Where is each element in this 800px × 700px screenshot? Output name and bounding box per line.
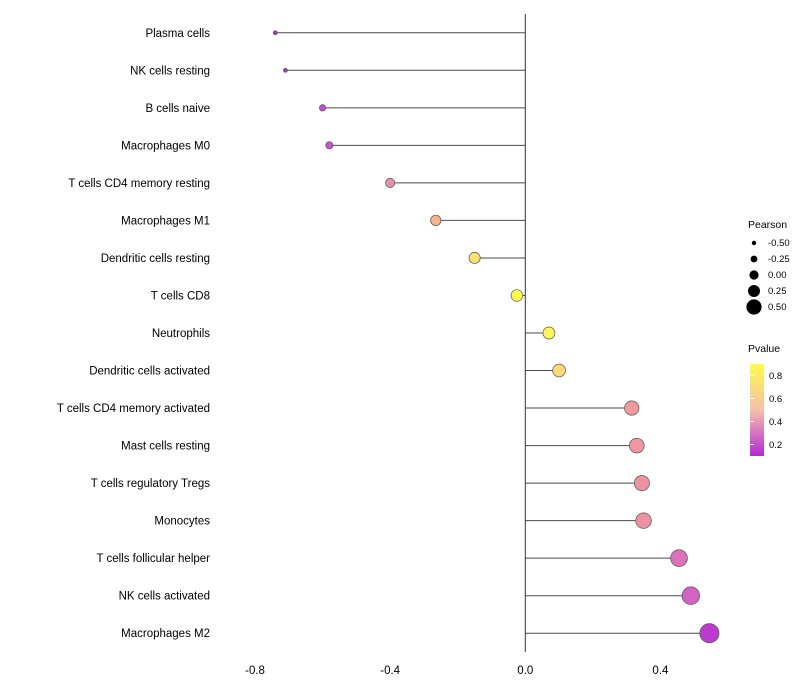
lollipop-point[interactable]: [386, 178, 395, 187]
x-tick-label: 0.0: [517, 665, 534, 677]
chart-row: [96, 550, 687, 567]
size-legend-label: 0.25: [768, 286, 787, 297]
lollipop-point[interactable]: [319, 105, 325, 111]
category-label: NK cells activated: [118, 590, 210, 603]
x-axis: [245, 665, 669, 677]
size-legend-marker: [748, 285, 760, 297]
lollipop-point[interactable]: [283, 68, 287, 72]
color-legend-label: 0.2: [769, 440, 783, 451]
plot-area: [57, 14, 719, 652]
chart-row: [130, 65, 525, 77]
category-label: Macrophages M0: [121, 140, 210, 153]
size-legend-marker: [752, 241, 756, 245]
category-label: NK cells resting: [130, 65, 210, 78]
lollipop-point[interactable]: [469, 252, 480, 263]
size-legend-marker: [749, 270, 758, 279]
chart-row: [101, 252, 526, 265]
chart-row: [152, 327, 555, 340]
chart-row: [119, 587, 700, 605]
x-tick-label: -0.4: [380, 665, 401, 677]
x-tick-label: -0.8: [245, 665, 265, 677]
size-legend-marker: [746, 299, 761, 314]
category-label: Dendritic cells resting: [100, 252, 210, 265]
lollipop-point[interactable]: [431, 215, 441, 225]
lollipop-point[interactable]: [273, 31, 277, 35]
color-legend-label: 0.4: [769, 417, 783, 428]
chart-row: [145, 28, 525, 40]
category-label: Macrophages M1: [121, 215, 210, 228]
lollipop-point[interactable]: [636, 513, 652, 529]
category-label: Monocytes: [154, 515, 210, 528]
chart-row: [57, 401, 639, 415]
lollipop-point[interactable]: [511, 290, 523, 302]
chart-row: [121, 624, 719, 643]
category-label: T cells follicular helper: [96, 553, 210, 566]
color-legend-label: 0.6: [769, 394, 783, 405]
lollipop-point[interactable]: [553, 364, 566, 377]
color-legend-label: 0.8: [769, 371, 783, 382]
lollipop-point[interactable]: [326, 142, 333, 149]
category-label: T cells regulatory Tregs: [90, 478, 210, 491]
chart-row: [145, 103, 525, 115]
chart-row: [68, 178, 525, 190]
size-legend-label: 0.50: [768, 302, 787, 313]
chart-row: [154, 513, 651, 529]
lollipop-point[interactable]: [682, 587, 700, 605]
legend-panel: [746, 219, 789, 456]
category-label: T cells CD4 memory activated: [56, 403, 210, 416]
lollipop-point[interactable]: [625, 401, 639, 415]
category-label: B cells naive: [145, 102, 210, 115]
category-label: T cells CD4 memory resting: [68, 177, 210, 190]
color-legend-gradient-bar: [750, 364, 764, 456]
category-label: Dendritic cells activated: [89, 365, 210, 378]
lollipop-point[interactable]: [671, 550, 688, 567]
lollipop-point[interactable]: [700, 624, 719, 643]
lollipop-point[interactable]: [543, 327, 555, 339]
category-label: Plasma cells: [145, 27, 210, 40]
lollipop-point[interactable]: [629, 438, 644, 453]
category-label: Macrophages M2: [121, 628, 210, 641]
chart-row: [121, 438, 644, 453]
chart-row: [121, 140, 525, 152]
color-legend-title: Pvalue: [748, 343, 781, 355]
size-legend-label: -0.25: [768, 254, 790, 265]
chart-row: [91, 476, 650, 491]
category-label: Neutrophils: [151, 328, 210, 340]
chart-row: [121, 215, 525, 227]
lollipop-point[interactable]: [634, 476, 649, 491]
size-legend-label: -0.50: [768, 238, 790, 249]
category-label: T cells CD8: [150, 290, 210, 303]
size-legend-marker: [751, 256, 758, 263]
x-tick-label: 0.4: [652, 665, 669, 677]
category-label: Mast cells resting: [121, 440, 210, 453]
size-legend-label: 0.00: [768, 270, 787, 281]
chart-row: [151, 290, 526, 303]
size-legend-title: Pearson: [748, 219, 788, 231]
chart-row: [89, 364, 565, 377]
